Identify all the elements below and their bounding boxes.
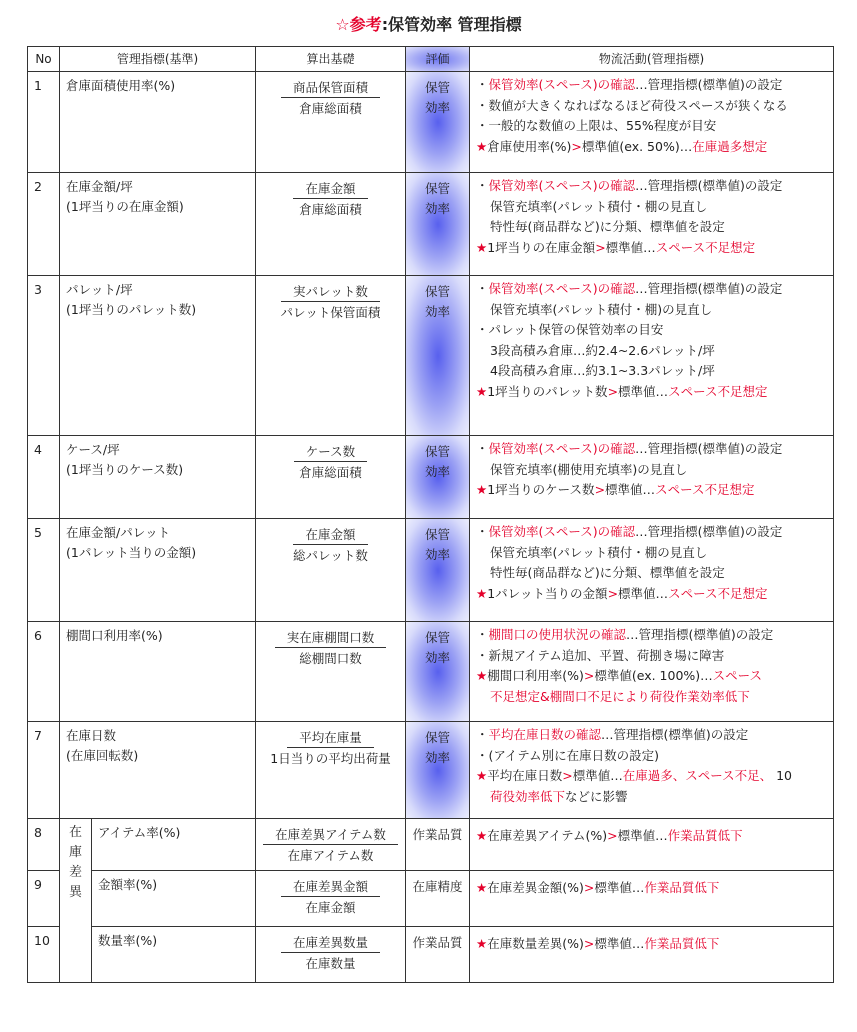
row-calc — [256, 436, 406, 519]
row-calc — [256, 722, 406, 819]
table-row — [28, 173, 834, 276]
calc-denominator: 総パレット数 — [293, 548, 368, 563]
row-indicator — [60, 436, 256, 519]
row-no: 6 — [28, 622, 60, 722]
activity-line — [476, 460, 827, 481]
header-indicator: 管理指標(基準) — [60, 47, 256, 72]
calc-denominator: 倉庫総面積 — [299, 465, 362, 480]
activity-line — [476, 137, 827, 158]
row-activity — [470, 72, 834, 173]
calc-numerator: 在庫差異数量 — [281, 934, 380, 953]
activity-gt: > — [607, 383, 619, 399]
activity-highlight: 保管効率(スペース)の確認 — [488, 524, 636, 539]
header-no: No — [28, 47, 60, 72]
activity-line — [476, 320, 827, 341]
activity-line — [476, 822, 827, 847]
group-label — [60, 819, 92, 983]
activity-gt: > — [571, 138, 582, 154]
star-icon: ★ — [476, 828, 488, 843]
activity-text: 特性毎(商品群など)に分類、標準値を設定 — [490, 219, 725, 234]
activity-text: 1坪当りのパレット数 — [487, 383, 608, 399]
title-text: :保管効率 管理指標 — [381, 15, 522, 34]
activity-gt: > — [583, 880, 595, 895]
activity-text: 10 — [772, 768, 793, 783]
activity-line — [476, 646, 827, 667]
row-activity — [470, 819, 834, 871]
activity-highlight: 保管効率(スペース)の確認 — [488, 178, 636, 193]
row-no: 7 — [28, 722, 60, 819]
row-calc — [256, 173, 406, 276]
indicator-line: 在庫金額/坪 — [66, 179, 133, 194]
indicator-line: (在庫回転数) — [66, 748, 139, 763]
activity-line — [476, 787, 827, 808]
activity-highlight: 在庫過多想定 — [692, 138, 768, 154]
activity-line — [476, 176, 827, 197]
activity-text: 3段高積み倉庫…約2.4~2.6パレット/坪 — [490, 342, 715, 358]
activity-text: ・ — [476, 178, 489, 193]
activity-text: 標準値(ex. 100%)… — [594, 668, 713, 683]
row-indicator — [60, 173, 256, 276]
activity-text: 在庫差異アイテム(%) — [487, 828, 608, 843]
activity-line — [476, 725, 827, 746]
activity-line — [476, 584, 827, 605]
activity-highlight: 平均在庫日数の確認 — [488, 727, 602, 742]
activity-line — [476, 300, 827, 321]
calc-numerator: 在庫差異金額 — [281, 878, 380, 897]
activity-highlight: スペース不足想定 — [668, 383, 768, 399]
table-row — [28, 722, 834, 819]
eval-text: 保管 — [424, 444, 450, 459]
calc-denominator: 在庫数量 — [305, 956, 356, 971]
activity-highlight: 保管効率(スペース)の確認 — [488, 77, 636, 92]
activity-line — [476, 625, 827, 646]
activity-text: 1パレット当りの金額 — [487, 585, 608, 601]
row-activity — [470, 927, 834, 983]
table-row — [28, 819, 834, 871]
activity-gt: > — [583, 936, 595, 951]
activity-highlight: スペース不足想定 — [668, 585, 768, 601]
row-indicator — [60, 722, 256, 819]
eval-text: 保管 — [424, 527, 450, 542]
star-icon: ★ — [476, 138, 488, 154]
indicator-line: 在庫金額/パレット — [66, 525, 171, 540]
group-char: 異 — [68, 885, 82, 900]
activity-line — [476, 666, 827, 687]
row-indicator — [60, 72, 256, 173]
row-eval — [406, 173, 470, 276]
row-no: 8 — [28, 819, 60, 871]
activity-text: 標準値(ex. 50%)… — [581, 138, 693, 154]
row-activity — [470, 173, 834, 276]
activity-text: 4段高積み倉庫…約3.1~3.3パレット/坪 — [490, 363, 715, 378]
row-indicator: アイテム率(%) — [92, 819, 256, 871]
activity-highlight: 棚間口の使用状況の確認 — [488, 627, 627, 642]
row-no: 1 — [28, 72, 60, 173]
activity-line — [476, 522, 827, 543]
activity-text: 在庫差異金額(%) — [487, 880, 584, 895]
activity-highlight: 作業品質低下 — [644, 880, 720, 895]
star-icon: ★ — [476, 585, 488, 601]
indicator-line: (1パレット当りの金額) — [66, 545, 197, 560]
activity-gt: > — [594, 482, 606, 497]
activity-line — [476, 930, 827, 955]
row-eval — [406, 519, 470, 622]
eval-text: 効率 — [424, 201, 450, 216]
activity-highlight: スペース不足想定 — [655, 482, 755, 497]
activity-text: ・新規アイテム追加、平置、荷捌き場に障害 — [476, 647, 725, 663]
activity-gt: > — [595, 239, 606, 255]
table-row — [28, 927, 834, 983]
activity-text: 平均在庫日数 — [487, 768, 563, 783]
eval-text: 保管 — [424, 80, 450, 95]
row-eval — [406, 276, 470, 436]
activity-text: ・ — [476, 524, 489, 539]
star-icon: ★ — [476, 768, 488, 783]
activity-gt: > — [583, 668, 595, 683]
activity-line — [476, 361, 827, 382]
activity-text: …管理指標(標準値)の設定 — [635, 178, 783, 193]
title-ref: 参考 — [349, 15, 382, 34]
row-calc — [256, 927, 406, 983]
activity-text: …管理指標(標準値)の設定 — [601, 727, 749, 742]
row-calc — [256, 622, 406, 722]
activity-text: 標準値… — [594, 936, 645, 951]
calc-numerator: 在庫金額 — [293, 180, 367, 199]
table-row — [28, 276, 834, 436]
activity-line — [476, 197, 827, 218]
row-no: 3 — [28, 276, 60, 436]
table-row — [28, 436, 834, 519]
activity-gt: > — [607, 828, 618, 843]
header-activity: 物流活動(管理指標) — [470, 47, 834, 72]
activity-text: 保管充填率(パレット積付・棚の見直し — [490, 544, 708, 560]
activity-text: ・(アイテム別に在庫日数の設定) — [476, 747, 660, 763]
calc-denominator: 倉庫総面積 — [299, 101, 362, 116]
activity-text: ・数値が大きくなればなるほど荷役スペースが狭くなる — [476, 97, 788, 113]
star-icon: ★ — [476, 482, 488, 497]
activity-text: 標準値… — [605, 239, 656, 255]
calc-numerator: 商品保管面積 — [281, 79, 380, 98]
eval-text: 効率 — [424, 304, 450, 319]
calc-numerator: 在庫差異アイテム数 — [263, 826, 398, 845]
calc-denominator: パレット保管面積 — [280, 305, 381, 320]
row-activity — [470, 622, 834, 722]
row-no: 5 — [28, 519, 60, 622]
activity-highlight: 在庫過多、スペース不足、 — [622, 768, 773, 783]
star-icon: ★ — [476, 936, 488, 951]
row-no: 9 — [28, 871, 60, 927]
activity-highlight: 不足想定&棚間口不足により荷役作業効率低下 — [490, 688, 750, 704]
group-char: 差 — [68, 865, 82, 880]
activity-text: …管理指標(標準値)の設定 — [626, 627, 774, 642]
activity-line — [476, 279, 827, 300]
activity-line — [476, 874, 827, 899]
activity-highlight: 保管効率(スペース)の確認 — [488, 281, 636, 296]
activity-line — [476, 563, 827, 584]
row-calc — [256, 72, 406, 173]
star-icon: ★ — [476, 880, 488, 895]
calc-numerator: 平均在庫量 — [287, 729, 374, 748]
row-eval: 在庫精度 — [406, 871, 470, 927]
activity-text: ・ — [476, 627, 489, 642]
calc-numerator: 在庫金額 — [293, 526, 367, 545]
row-calc — [256, 819, 406, 871]
activity-line — [476, 746, 827, 767]
activity-text: 棚間口利用率(%) — [487, 668, 584, 683]
eval-text: 効率 — [424, 547, 450, 562]
calc-denominator: 倉庫総面積 — [299, 202, 362, 217]
calc-denominator: 1日当りの平均出荷量 — [270, 751, 391, 766]
page-title — [0, 12, 857, 35]
activity-line — [476, 217, 827, 238]
eval-text: 効率 — [424, 100, 450, 115]
activity-text: 在庫数量差異(%) — [487, 936, 584, 951]
activity-highlight: スペース — [712, 668, 763, 683]
indicator-line: パレット/坪 — [66, 282, 133, 297]
calc-numerator: 実パレット数 — [281, 283, 380, 302]
star-icon: ★ — [476, 668, 488, 683]
star-icon: ☆ — [335, 15, 350, 34]
activity-line — [476, 96, 827, 117]
activity-highlight: 荷役効率低下 — [490, 788, 566, 804]
eval-text: 保管 — [424, 630, 450, 645]
activity-highlight: スペース不足想定 — [655, 239, 756, 255]
activity-line — [476, 766, 827, 787]
activity-line — [476, 116, 827, 137]
header-calc: 算出基礎 — [256, 47, 406, 72]
indicator-table — [27, 46, 834, 983]
activity-text: …管理指標(標準値)の設定 — [635, 281, 783, 296]
activity-text: ・ — [476, 727, 489, 742]
indicator-line: ケース/坪 — [66, 442, 120, 457]
row-eval: 作業品質 — [406, 927, 470, 983]
activity-text: ・ — [476, 441, 489, 456]
activity-highlight: 作業品質低下 — [644, 936, 720, 951]
table-row — [28, 871, 834, 927]
activity-text: ・一般的な数値の上限は、55%程度が目安 — [476, 118, 717, 133]
indicator-line: 在庫日数 — [66, 728, 117, 743]
row-activity — [470, 722, 834, 819]
activity-text: 標準値… — [617, 828, 668, 843]
indicator-line: 倉庫面積使用率(%) — [66, 78, 176, 93]
activity-line — [476, 238, 827, 259]
indicator-line: (1坪当りの在庫金額) — [66, 199, 184, 214]
indicator-line: 棚間口利用率(%) — [66, 628, 163, 643]
activity-highlight: 保管効率(スペース)の確認 — [488, 441, 636, 456]
calc-denominator: 在庫金額 — [305, 900, 356, 915]
activity-line — [476, 341, 827, 362]
table-row — [28, 72, 834, 173]
table-row — [28, 622, 834, 722]
activity-line — [476, 439, 827, 460]
activity-text: 標準値… — [605, 482, 656, 497]
activity-text: ・パレット保管の保管効率の目安 — [476, 322, 664, 337]
row-indicator — [60, 622, 256, 722]
activity-text: 1坪当りの在庫金額 — [487, 239, 596, 255]
activity-text: 標準値… — [618, 585, 669, 601]
row-indicator: 数量率(%) — [92, 927, 256, 983]
row-calc — [256, 276, 406, 436]
row-eval — [406, 722, 470, 819]
indicator-line: (1坪当りのケース数) — [66, 462, 184, 477]
row-no: 4 — [28, 436, 60, 519]
activity-text: 保管充填率(パレット積付・棚)の見直し — [490, 301, 713, 317]
calc-denominator: 在庫アイテム数 — [287, 848, 374, 863]
row-eval — [406, 622, 470, 722]
row-activity — [470, 519, 834, 622]
activity-text: 保管充填率(パレット積付・棚の見直し — [490, 198, 708, 214]
activity-line — [476, 382, 827, 403]
activity-text: ・ — [476, 281, 489, 296]
eval-text: 保管 — [424, 730, 450, 745]
activity-text: などに影響 — [565, 788, 628, 804]
row-activity — [470, 276, 834, 436]
eval-text: 保管 — [424, 284, 450, 299]
activity-gt: > — [562, 768, 573, 783]
activity-text: 標準値… — [572, 768, 623, 783]
eval-text: 効率 — [424, 650, 450, 665]
activity-text: …管理指標(標準値)の設定 — [635, 77, 783, 92]
header-eval: 評価 — [406, 47, 470, 72]
row-activity — [470, 436, 834, 519]
calc-numerator: ケース数 — [294, 443, 367, 462]
activity-text: …管理指標(標準値)の設定 — [635, 524, 783, 539]
activity-line — [476, 480, 827, 501]
row-eval — [406, 72, 470, 173]
activity-text: 倉庫使用率(%) — [487, 138, 572, 154]
eval-text: 効率 — [424, 750, 450, 765]
row-no: 2 — [28, 173, 60, 276]
activity-text: 標準値… — [618, 383, 669, 399]
row-eval: 作業品質 — [406, 819, 470, 871]
eval-text: 保管 — [424, 181, 450, 196]
activity-text: ・ — [476, 77, 489, 92]
activity-line — [476, 75, 827, 96]
activity-highlight: 作業品質低下 — [667, 828, 743, 843]
calc-denominator: 総棚間口数 — [299, 651, 362, 666]
group-char: 在 — [68, 825, 82, 840]
header-row — [28, 47, 834, 72]
activity-text: 標準値… — [594, 880, 645, 895]
row-indicator: 金額率(%) — [92, 871, 256, 927]
row-calc — [256, 871, 406, 927]
table-row — [28, 519, 834, 622]
activity-text: 保管充填率(棚使用充填率)の見直し — [490, 461, 688, 477]
eval-text: 効率 — [424, 464, 450, 479]
activity-gt: > — [607, 585, 619, 601]
row-indicator — [60, 276, 256, 436]
star-icon: ★ — [476, 383, 488, 399]
row-eval — [406, 436, 470, 519]
group-char: 庫 — [68, 845, 82, 860]
row-no: 10 — [28, 927, 60, 983]
calc-numerator: 実在庫棚間口数 — [275, 629, 387, 648]
activity-text: 特性毎(商品群など)に分類、標準値を設定 — [490, 565, 725, 580]
row-indicator — [60, 519, 256, 622]
activity-line — [476, 687, 827, 708]
row-activity — [470, 871, 834, 927]
activity-line — [476, 543, 827, 564]
row-calc — [256, 519, 406, 622]
activity-text: …管理指標(標準値)の設定 — [635, 441, 783, 456]
activity-text: 1坪当りのケース数 — [487, 482, 595, 497]
star-icon: ★ — [476, 239, 488, 255]
indicator-line: (1坪当りのパレット数) — [66, 302, 197, 317]
